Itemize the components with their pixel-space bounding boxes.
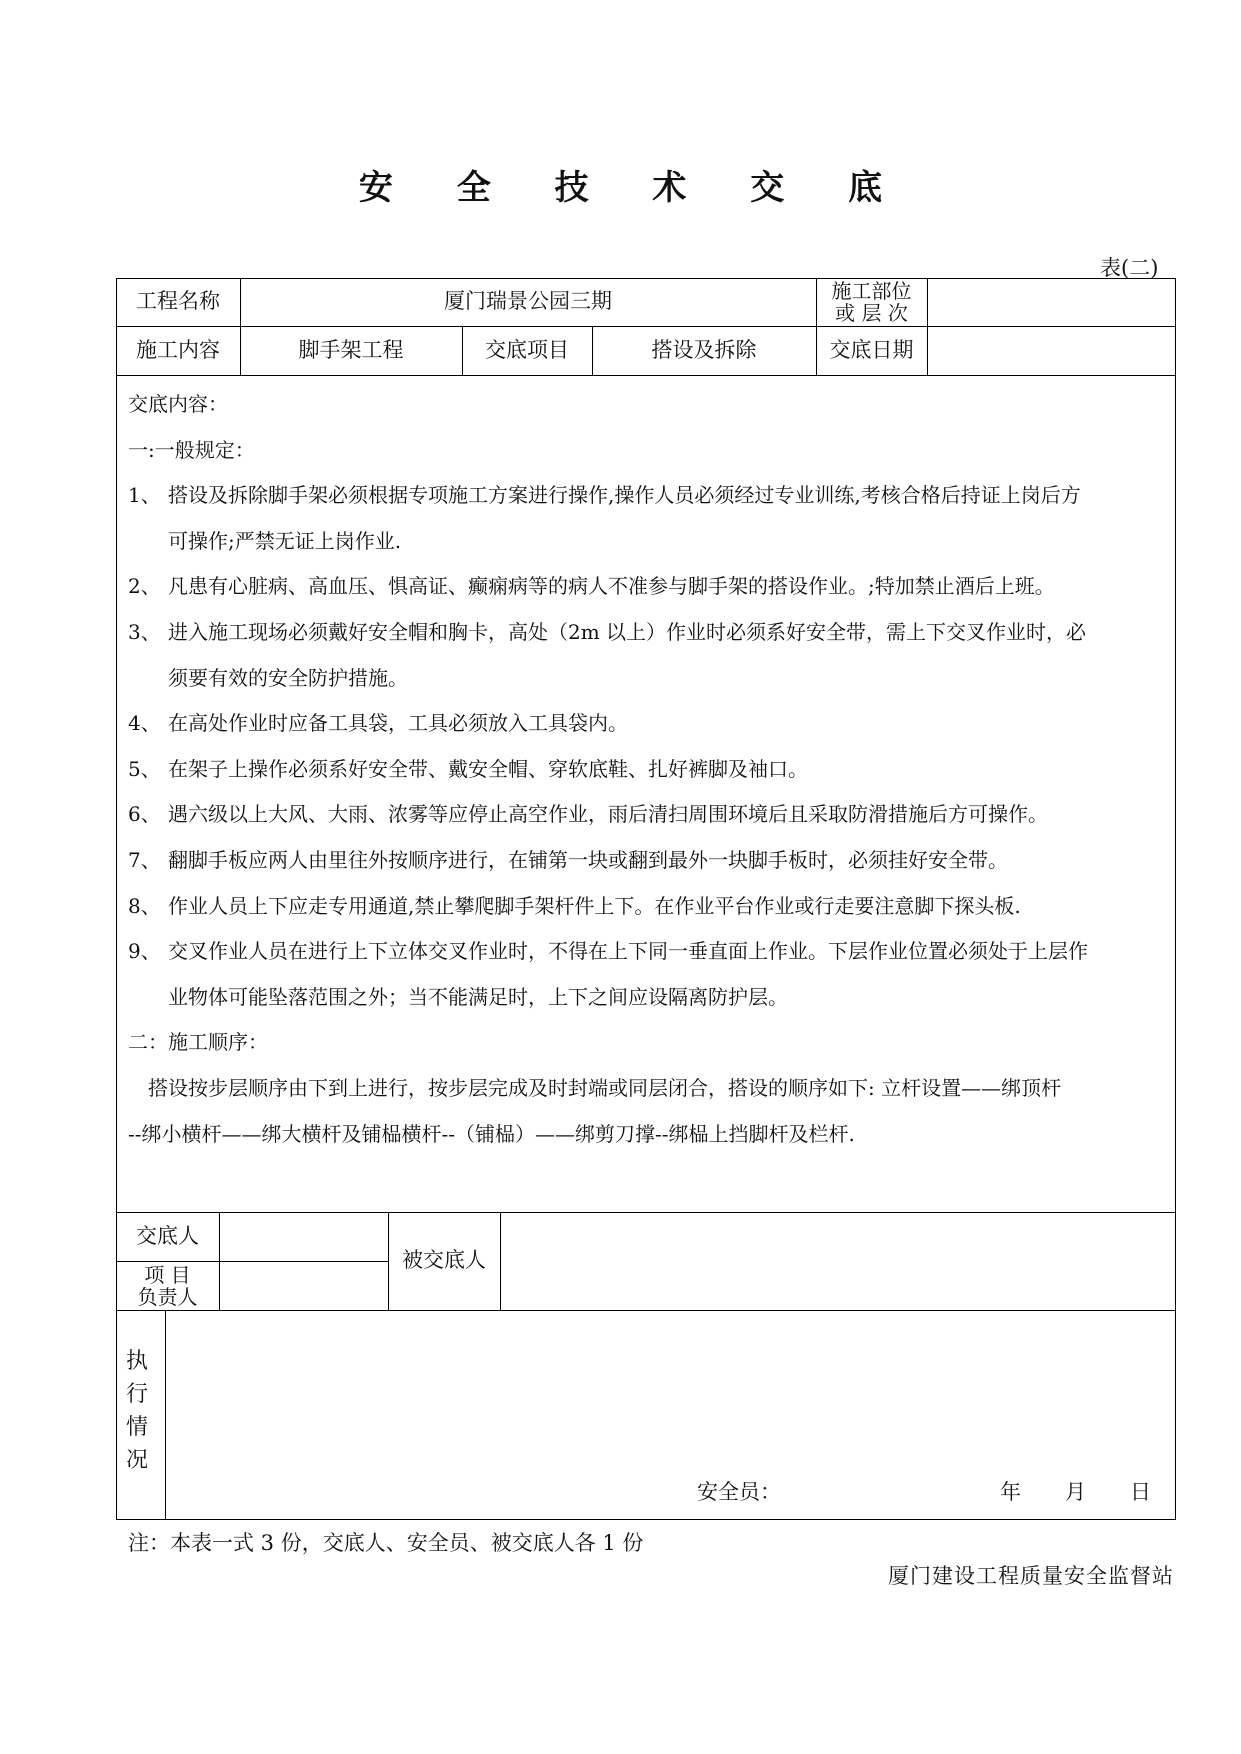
rule-text: 翻脚手板应两人由里往外按顺序进行，在铺第一块或翻到最外一块脚手板时，必须挂好安全带。 — [168, 847, 1008, 872]
execution-notes-area[interactable] — [166, 1311, 1175, 1461]
rule-number: 3、 — [128, 619, 161, 644]
rule-number: 5、 — [128, 756, 161, 781]
section-construction-sequence: 二：施工顺序： — [128, 1030, 268, 1055]
section-general-rules: 一:一般规定： — [128, 437, 255, 462]
project-name-value[interactable]: 厦门瑞景公园三期 — [444, 289, 612, 314]
safety-officer-signature[interactable] — [784, 1474, 984, 1502]
rule-text-cont: 业物体可能坠落范围之外；当不能满足时，上下之间应设隔离防护层。 — [168, 984, 788, 1009]
content-label: 施工内容 — [136, 337, 220, 362]
manager-label-line2: 负责人 — [137, 1284, 198, 1309]
year-label: 年 — [1000, 1480, 1021, 1504]
rule-item — [128, 838, 1183, 884]
execution-label-char: 行 — [125, 1382, 148, 1407]
rule-text: 遇六级以上大风、大雨、浓雾等应停止高空作业，雨后清扫周围环境后且采取防滑措施后方可操作。 — [168, 802, 1048, 827]
rule-text: 交叉作业人员在进行上下立体交叉作业时，不得在上下同一垂直面上作业。下层作业位置必须处于上层作 — [168, 939, 1088, 964]
manager-label-line1: 项 目 — [144, 1262, 191, 1287]
date-label: 交底日期 — [829, 337, 914, 362]
rule-text: 搭设及拆除脚手架必须根据专项施工方案进行操作,操作人员必须经过专业训练,考核合格后持证上岗后方 — [168, 483, 1081, 508]
location-label-line2: 或 层 次 — [835, 301, 908, 325]
location-label-line1: 施工部位 — [831, 279, 912, 303]
execution-label — [122, 1345, 152, 1477]
rule-text: 在高处作业时应备工具袋，工具必须放入工具袋内。 — [168, 711, 628, 736]
footnote: 注：本表一式 3 份，交底人、安全员、被交底人各 1 份 — [128, 1531, 644, 1555]
project-manager-signature[interactable] — [219, 1261, 388, 1310]
rule-number: 2、 — [128, 574, 161, 599]
rule-item — [128, 929, 1183, 975]
content-value[interactable]: 脚手架工程 — [298, 337, 404, 362]
rule-number: 8、 — [128, 893, 161, 918]
project-manager-label — [116, 1261, 219, 1310]
rule-item — [128, 884, 1183, 930]
rule-item — [128, 473, 1183, 519]
sequence-text-cont: --绑小横杆——绑大横杆及铺榀横杆--（铺榀）——绑剪刀撑--绑榀上挡脚杆及栏杆. — [128, 1121, 855, 1146]
rule-text-cont: 可操作;严禁无证上岗作业. — [168, 528, 402, 553]
rule-item — [128, 747, 1183, 793]
content-heading: 交底内容： — [128, 392, 228, 416]
rule-number: 9、 — [128, 939, 161, 964]
safety-officer-label: 安全员： — [697, 1480, 781, 1504]
day-label: 日 — [1130, 1480, 1151, 1504]
rule-number: 1、 — [128, 483, 161, 508]
form-number: 表(二) — [1100, 256, 1159, 280]
date-value[interactable] — [927, 326, 1176, 375]
page-title: 安 全 技 术 交 底 — [358, 168, 909, 208]
item-value[interactable]: 搭设及拆除 — [651, 337, 757, 362]
execution-label-char: 况 — [125, 1448, 148, 1473]
rule-item — [128, 564, 1183, 610]
receiver-signature[interactable] — [500, 1212, 1176, 1310]
rule-item — [128, 610, 1183, 656]
execution-label-char: 情 — [125, 1415, 148, 1440]
rule-number: 6、 — [128, 802, 161, 827]
sequence-text: 搭设按步层顺序由下到上进行，按步层完成及时封端或同层闭合，搭设的顺序如下: 立杆设置——绑顶杆 — [128, 1075, 1062, 1100]
disclosure-content — [128, 382, 1183, 1157]
rule-item — [128, 792, 1183, 838]
discloser-signature[interactable] — [219, 1212, 388, 1261]
rule-text: 作业人员上下应走专用通道,禁止攀爬脚手架杆件上下。在作业平台作业或行走要注意脚下探头板. — [168, 893, 1021, 918]
item-label: 交底项目 — [485, 337, 569, 362]
rule-text-cont: 须要有效的安全防护措施。 — [168, 665, 408, 690]
receiver-label: 被交底人 — [402, 1248, 486, 1273]
execution-label-char: 执 — [125, 1349, 148, 1374]
month-label: 月 — [1065, 1480, 1086, 1504]
rule-text: 进入施工现场必须戴好安全帽和胸卡，高处（2m 以上）作业时必须系好安全带，需上下交叉作业时，必 — [168, 619, 1087, 644]
rule-number: 4、 — [128, 711, 161, 736]
location-label — [816, 278, 927, 326]
rule-text: 凡患有心脏病、高血压、惧高证、癫痫病等的病人不准参与脚手架的搭设作业。;特加禁止酒后上班。 — [168, 574, 1055, 599]
project-name-label: 工程名称 — [136, 289, 220, 314]
rule-item — [128, 701, 1183, 747]
rule-text: 在架子上操作必须系好安全带、戴安全帽、穿软底鞋、扎好裤脚及袖口。 — [168, 756, 808, 781]
issuing-organization: 厦门建设工程质量安全监督站 — [888, 1564, 1174, 1588]
discloser-label: 交底人 — [136, 1223, 199, 1248]
location-value[interactable] — [927, 278, 1176, 326]
rule-number: 7、 — [128, 847, 161, 872]
